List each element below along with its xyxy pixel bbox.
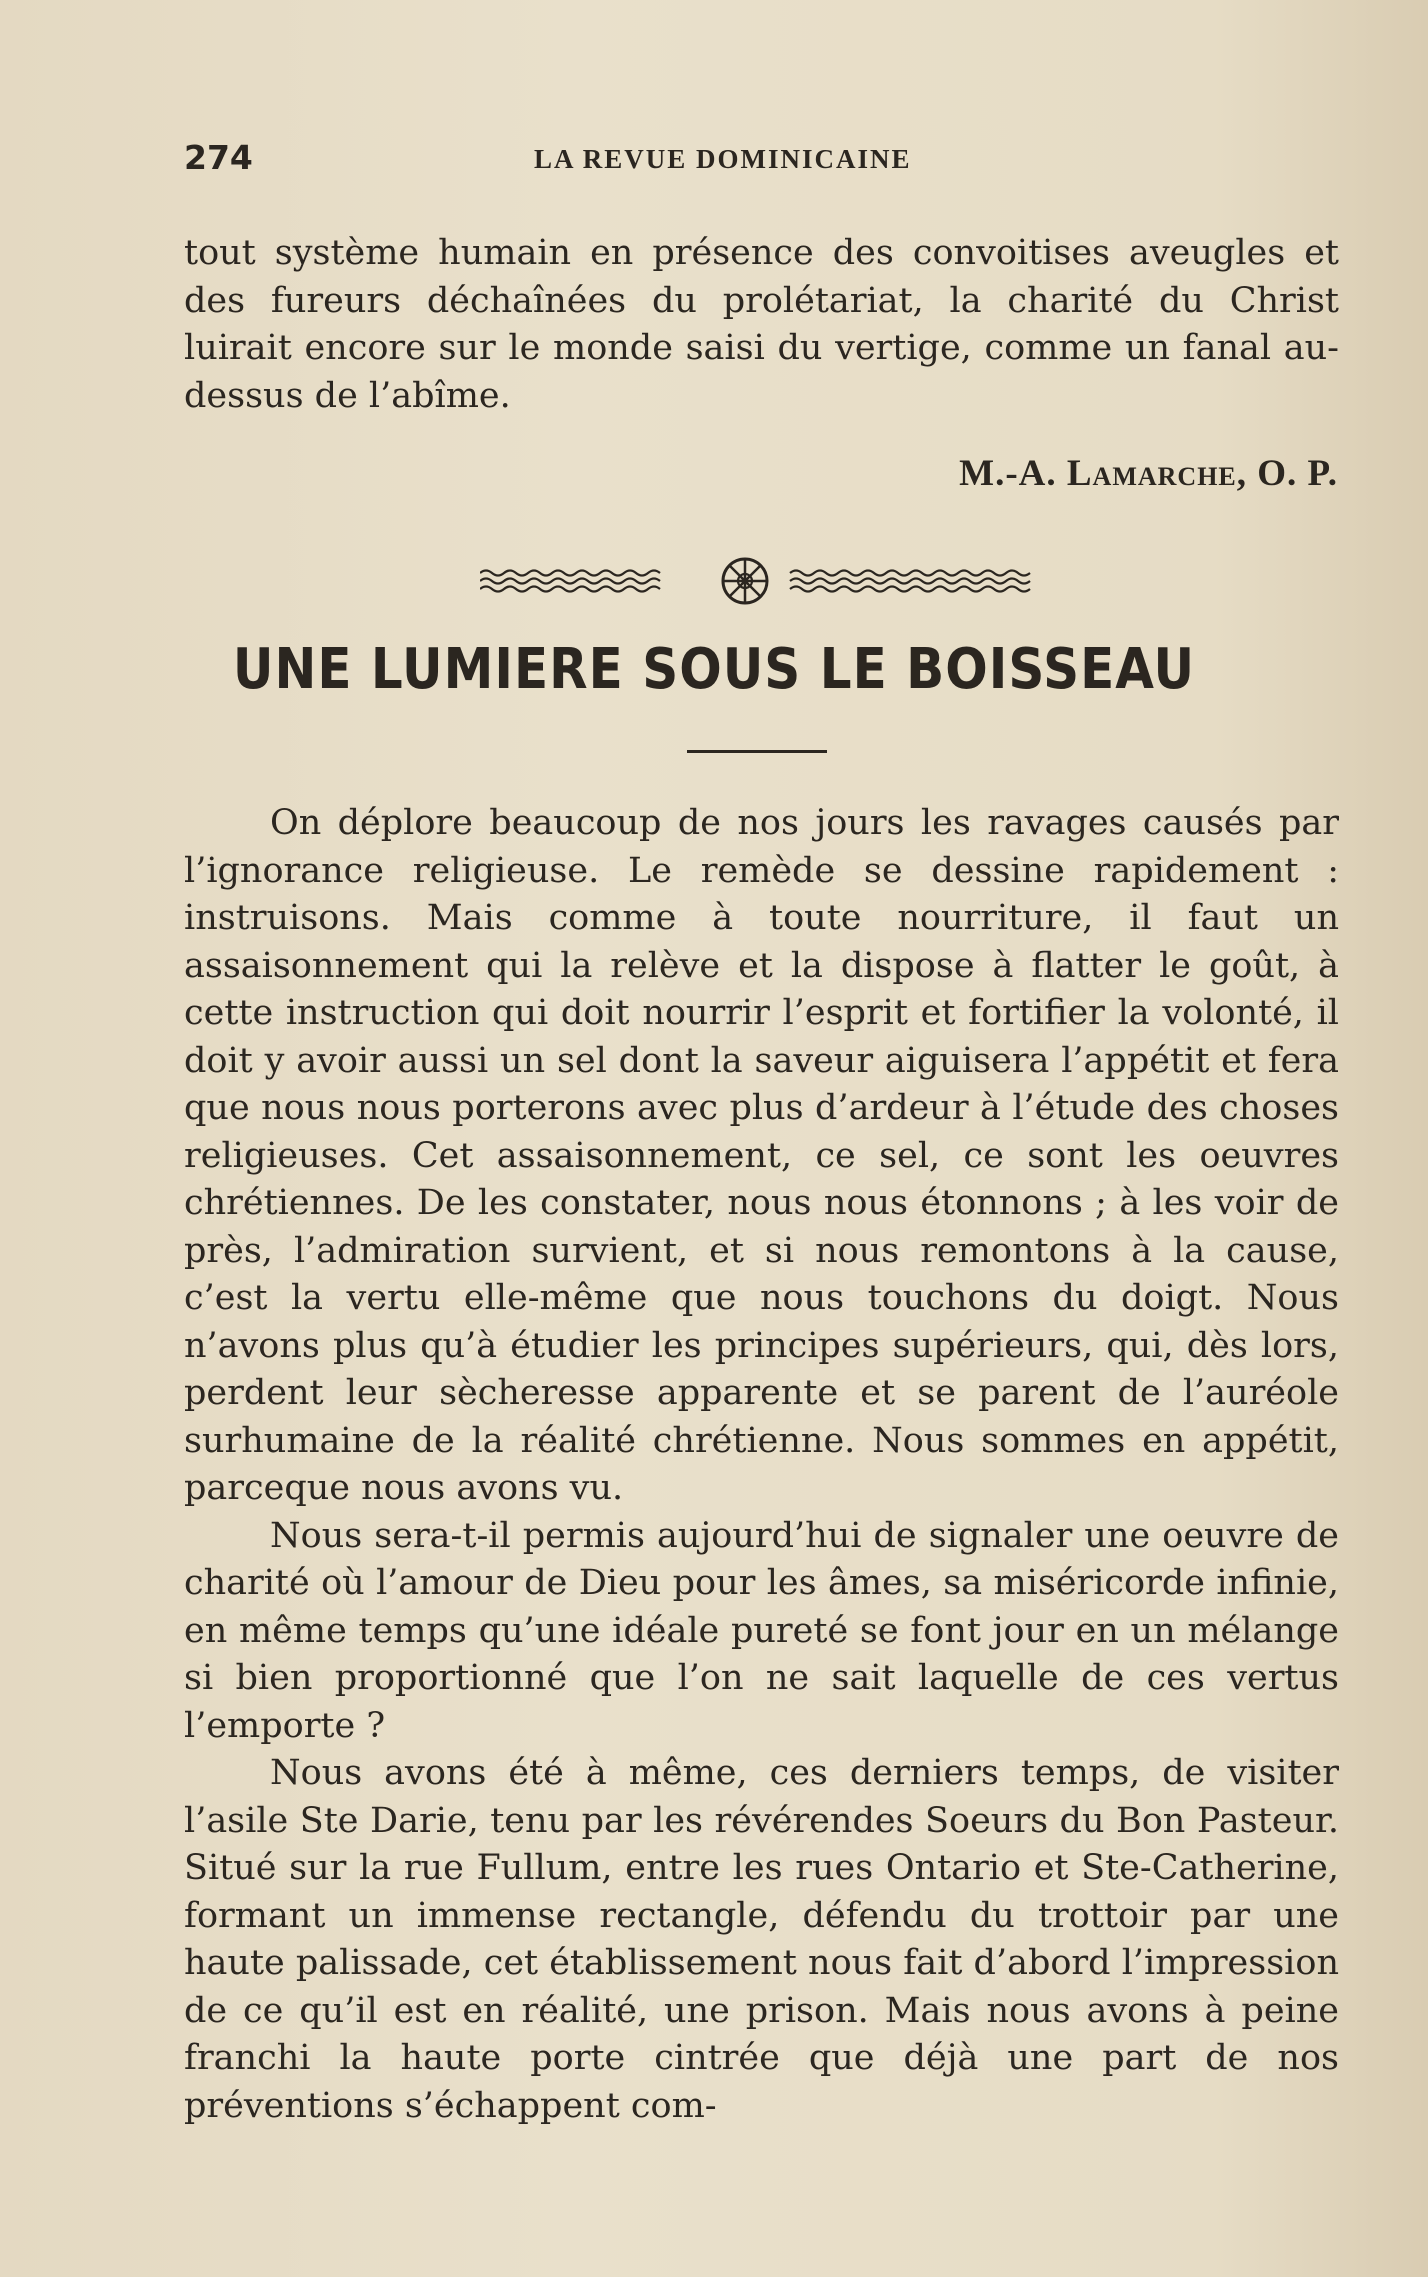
continuation-text: tout système humain en présence des convoitises aveugles et des fureurs déchaînées du prolétariat, la charité du Christ luirait encore sur le monde saisi du vertige, comme un fanal au-dessus de l’abîme.	[184, 233, 1339, 416]
article-body	[184, 800, 1339, 2130]
page-number: 274	[184, 138, 253, 177]
article-paragraph-2: Nous sera-t-il permis aujourd’hui de signaler une oeuvre de charité où l’amour de Dieu pour les âmes, sa miséricorde infinie, en même temps qu’une idéale pureté se font jour en un mélange si bien proportionné que l’on ne sait laquelle de ces vertus l’emporte ?	[184, 1515, 1339, 1746]
article-paragraph-3: Nous avons été à même, ces derniers temps, de visiter l’asile Ste Darie, tenu par les révérendes Soeurs du Bon Pasteur. Situé sur la rue Fullum, entre les rues Ontario et Ste-Catherine, formant un immense rectangle, défendu du trottoir par une haute palissade, cet établissement nous fait d’abord l’impression de ce qu’il est en réalité, une prison. Mais nous avons à peine franchi la haute porte cintrée que déjà une part de nos préventions s’échappent com-	[184, 1753, 1339, 2126]
wave-rosette-ornament-icon	[480, 555, 1040, 605]
article-title: UNE LUMIERE SOUS LE BOISSEAU	[232, 636, 1196, 702]
page-header	[184, 138, 1339, 182]
article-paragraph-1: On déplore beaucoup de nos jours les ravages causés par l’ignorance religieuse. Le remède se dessine rapidement : instruisons. Mais comme à toute nourriture, il faut un assaisonnement qui la relève et la dispose à flatter le goût, à cette instruction qui doit nourrir l’esprit et fortifier la volonté, il doit y avoir aussi un sel dont la saveur aiguisera l’appétit et fera que nous nous porterons avec plus d’ardeur à l’étude des choses religieuses. Cet assaisonnement, ce sel, ce sont les oeuvres chrétiennes. De les constater, nous nous étonnons ; à les voir de près, l’admiration survient, et si nous remontons à la cause, c’est la vertu elle-même que nous touchons du doigt. Nous n’avons plus qu’à étudier les principes supérieurs, qui, dès lors, perdent leur sècheresse apparente et se parent de l’auréole surhumaine de la réalité chrétienne. Nous sommes en appétit, parceque nous avons vu.	[184, 803, 1339, 1508]
continuation-paragraph	[184, 230, 1339, 420]
signature-initials: M.-A.	[959, 453, 1057, 494]
author-signature	[959, 452, 1338, 495]
signature-name: Lamarche	[1066, 453, 1237, 494]
title-rule	[687, 750, 827, 753]
signature-suffix: , O. P.	[1236, 453, 1338, 494]
running-title: LA REVUE DOMINICAINE	[534, 144, 912, 174]
